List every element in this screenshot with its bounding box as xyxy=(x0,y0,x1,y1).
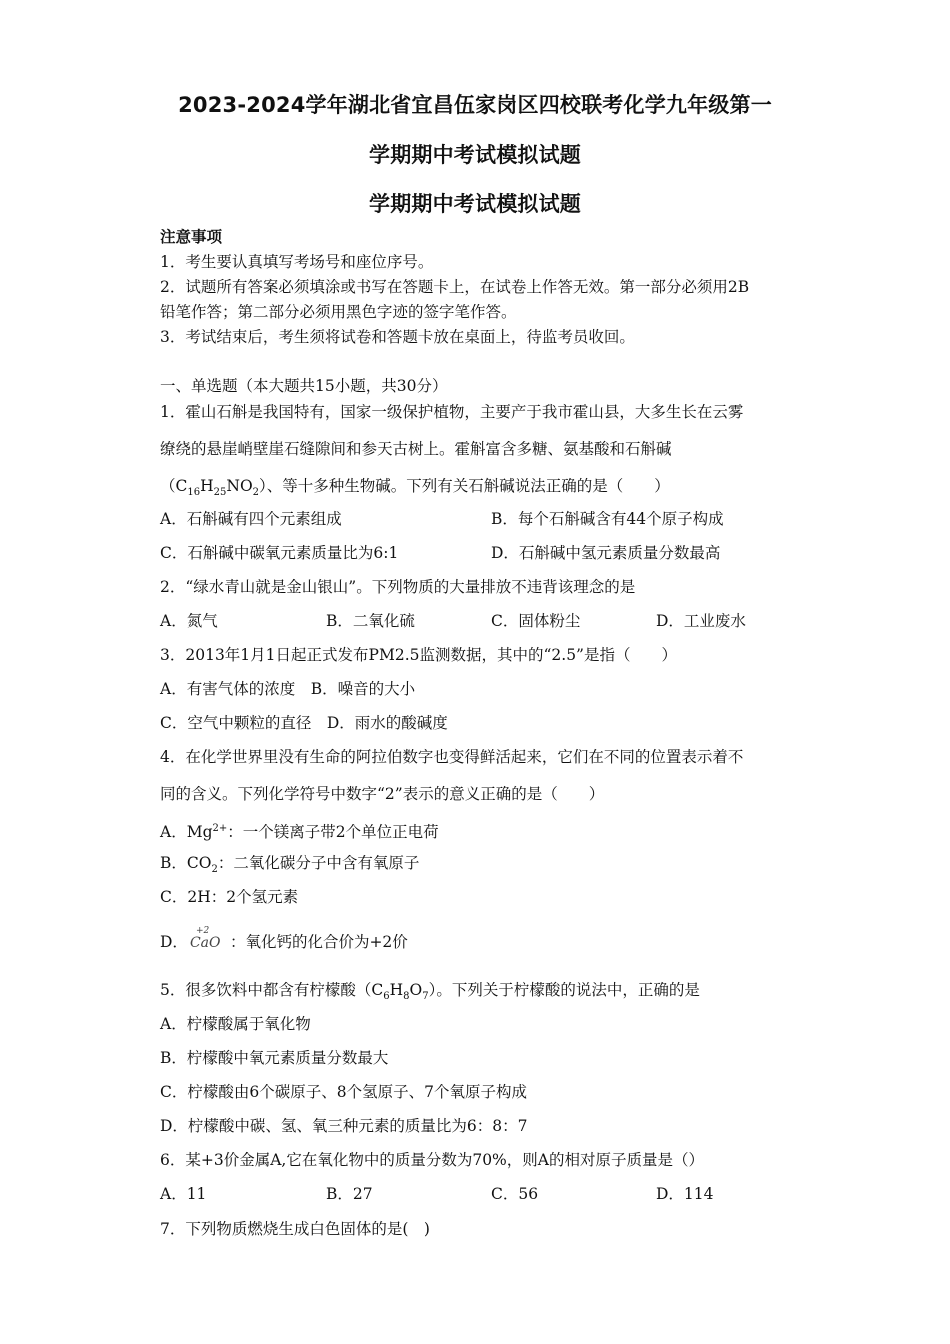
notice-item-2b: 铅笔作答；第二部分必须用黑色字迹的签字笔作答。 xyxy=(160,303,517,321)
q1-stem-line1: 1．霍山石斛是我国特有，国家一级保护植物，主要产于我市霍山县，大多生长在云雾 xyxy=(160,403,744,421)
q6-stem: 6．某+3价金属A,它在氧化物中的质量分数为70%，则A的相对原子质量是（） xyxy=(160,1151,704,1169)
section-heading: 一、单选题（本大题共15小题，共30分） xyxy=(160,377,448,395)
q6-option-d: D．114 xyxy=(656,1185,714,1203)
q2-option-d: D．工业废水 xyxy=(656,612,746,630)
q1-option-c: C．石斛碱中碳氧元素质量比为6:1 xyxy=(160,544,399,562)
q5-stem: 5．很多饮料中都含有柠檬酸$(C_6H_8O_7)$。下列关于柠檬酸的说法中，正确的是 xyxy=(160,981,700,1003)
q5-option-c: C．柠檬酸由6个碳原子、8个氢原子、7个氧原子构成 xyxy=(160,1083,527,1101)
q2-option-a: A．氮气 xyxy=(160,612,218,630)
q2-stem: 2．“绿水青山就是金山银山”。下列物质的大量排放不违背该理念的是 xyxy=(160,578,636,596)
q5-option-b: B．柠檬酸中氧元素质量分数最大 xyxy=(160,1049,389,1067)
q6-option-b: B．27 xyxy=(326,1185,373,1203)
q4-stem-line2: 同的含义。下列化学符号中数字“2”表示的意义正确的是（ ） xyxy=(160,785,605,803)
q4-option-a: A．$Mg^{2+}$：一个镁离子带2个单位正电荷 xyxy=(160,823,439,842)
cao-valence-formula: +2 CaO xyxy=(189,926,221,951)
exam-title-line2: 学期期中考试模拟试题 xyxy=(369,143,581,167)
q1-option-d: D．石斛碱中氢元素质量分数最高 xyxy=(491,544,721,562)
q3-stem: 3．2013年1月1日起正式发布PM2.5监测数据，其中的“2.5”是指（ ） xyxy=(160,646,677,664)
q1-stem-line2: 缭绕的悬崖峭壁崖石缝隙间和参天古树上。霍斛富含多糖、氨基酸和石斛碱 xyxy=(160,440,672,458)
q2-option-b: B．二氧化硫 xyxy=(326,612,415,630)
q6-option-c: C．56 xyxy=(491,1185,539,1203)
q4-stem-line1: 4．在化学世界里没有生命的阿拉伯数字也变得鲜活起来，它们在不同的位置表示着不 xyxy=(160,748,744,766)
q7-stem: 7．下列物质燃烧生成白色固体的是( ) xyxy=(160,1220,430,1238)
notice-item-3: 3．考试结束后，考生须将试卷和答题卡放在桌面上，待监考员收回。 xyxy=(160,328,635,346)
q6-option-a: A．11 xyxy=(160,1185,207,1203)
notice-item-2a: 2．试题所有答案必须填涂或书写在答题卡上，在试卷上作答无效。第一部分必须用2B xyxy=(160,278,750,296)
exam-title-line1: 2023-2024学年湖北省宜昌伍家岗区四校联考化学九年级第一 xyxy=(178,93,772,117)
q4-option-c: C．2H：2个氢元素 xyxy=(160,888,299,906)
q2-option-c: C．固体粉尘 xyxy=(491,612,581,630)
q4-option-b: B．$CO_2$：二氧化碳分子中含有氧原子 xyxy=(160,854,420,876)
q1-option-b: B．每个石斛碱含有44个原子构成 xyxy=(491,510,724,528)
notice-heading: 注意事项 xyxy=(160,227,223,246)
q4-option-d: D． +2 CaO ：氧化钙的化合价为+2价 xyxy=(160,926,408,951)
q3-options-cd: C．空气中颗粒的直径 D．雨水的酸碱度 xyxy=(160,714,448,732)
q3-options-ab: A．有害气体的浓度 B．噪音的大小 xyxy=(160,680,416,698)
q1-stem-line3: $(C_{16}H_{25}NO_2)$、等十多种生物碱。下列有关石斛碱说法正确的是（ ） xyxy=(160,477,670,499)
q5-option-a: A．柠檬酸属于氧化物 xyxy=(160,1015,311,1033)
exam-title-line3: 学期期中考试模拟试题 xyxy=(369,192,581,216)
notice-item-1: 1．考生要认真填写考场号和座位序号。 xyxy=(160,253,434,271)
q1-option-a: A．石斛碱有四个元素组成 xyxy=(160,510,342,528)
q5-option-d: D．柠檬酸中碳、氢、氧三种元素的质量比为6：8：7 xyxy=(160,1117,528,1135)
